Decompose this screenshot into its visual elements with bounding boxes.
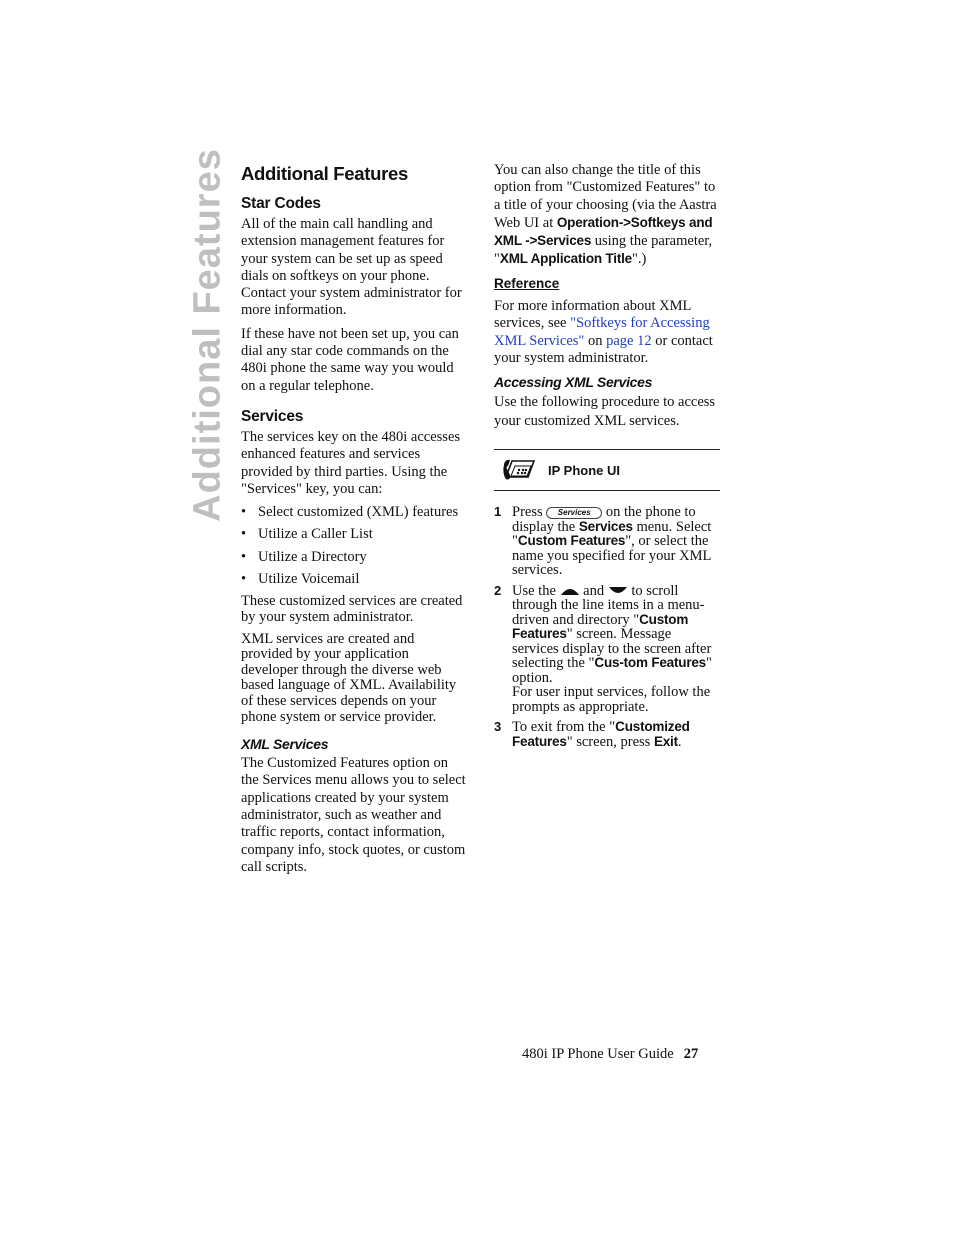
list-item: • Select customized (XML) features [241,504,469,521]
text-run: You can also change the title of this option from "Customized Features" to a title of your choosing (via the Aastra Web UI at [494,162,717,231]
step-1 [494,505,720,578]
text-run: For more information about XML services, see [494,298,691,332]
step-3 [494,720,720,749]
option-name: Custom Features [517,533,626,549]
list-item: • Utilize Voicemail [241,571,469,588]
accessing-xml-heading: Accessing XML Services [494,374,653,391]
parameter-name: XML Application Title [499,251,632,267]
option-name: Custom Features [512,611,689,642]
accessing-xml-paragraph: Use the following procedure to access your customized XML services. [494,394,716,430]
ip-phone-ui-banner [494,449,720,491]
left-column [241,162,469,882]
star-codes-paragraph-2: If these have not been set up, you can dial any star code commands on the 480i phone the same way you would on a regular telephone. [241,325,459,394]
text-run: using the parameter, " [494,233,713,268]
text-run: Use the [512,582,560,599]
page-number: 27 [683,1046,699,1062]
option-name: Customized Features [512,719,690,749]
text-run: and [579,582,608,599]
text-run: Press [512,504,547,521]
page-12-link[interactable]: page 12 [606,332,652,349]
xml-services-paragraph: The Customized Features option on the Services menu allows you to select applications created by your system administrator, such as weather and traffic reports, contact information, company info, stock quotes, or custom call scripts. [241,755,466,875]
xml-services-heading: XML Services [241,736,329,753]
option-name: Cus-tom Features [594,655,706,671]
text-run: . [677,733,682,750]
up-arrow-key-icon [560,586,580,596]
page-title: Additional Features [241,163,408,184]
menu-name: Services [578,518,633,534]
text-run: " option. [512,655,712,686]
services-key-icon: Services [546,507,602,519]
procedure-steps [494,505,720,749]
ip-phone-ui-label: IP Phone UI [548,462,620,478]
star-codes-heading: Star Codes [241,195,321,212]
list-item: • Utilize a Caller List [241,526,469,543]
reference-paragraph [494,298,720,367]
services-paragraph-2: These customized services are created by your system administrator. [241,593,463,625]
step-number: 3 [494,719,502,735]
text-run: on the phone to display the [512,504,696,535]
side-chapter-tab-text: Additional Features [186,148,229,522]
softkeys-xml-link[interactable]: "Softkeys for Accessing XML Services" [494,315,710,349]
services-bullet-list [241,504,469,588]
text-run: on [584,332,607,349]
text-run: " screen. Message services display to the screen after selecting the " [512,626,712,672]
right-column [494,162,720,755]
text-run: To exit from the " [512,719,616,736]
page-footer [522,1046,722,1063]
phone-icon [502,457,538,483]
text-run: to scroll through the line items in a menu-driven and directory " [512,582,705,628]
text-run: " screen, press [566,733,654,750]
star-codes-paragraph-1: All of the main call handling and extension management features for your system can be set up as speed dials on softkeys on your phone. Contact your system administrator for more information. [241,216,462,319]
reference-heading: Reference [494,275,560,291]
text-run: ".) [631,251,647,268]
text-run: ", or select the name you specified for your XML services. [512,533,711,579]
custom-title-paragraph [494,162,720,269]
services-paragraph-3: XML services are created and provided by your application developer through the diverse web based language of XML. Availability of these services depends on your phone system or service provider. [241,630,457,725]
text-run: menu. Select " [512,518,712,550]
down-arrow-key-icon [608,586,628,596]
exit-key-name: Exit [653,733,678,749]
text-run: For user input services, follow the prompts as appropriate. [512,684,711,715]
text-run: or contact your system administrator. [494,332,713,366]
step-number: 2 [494,582,502,598]
web-ui-path: Operation->Softkeys and XML ->Services [494,214,713,249]
step-number: 1 [494,504,502,520]
services-heading: Services [241,407,304,425]
services-paragraph-1: The services key on the 480i accesses enhanced features and services provided by third parties. Using the "Services" key, you can: [241,428,461,497]
step-2 [494,584,720,715]
footer-guide-title: 480i IP Phone User Guide [522,1046,674,1062]
side-chapter-tab [186,148,230,522]
list-item: • Utilize a Directory [241,549,469,566]
